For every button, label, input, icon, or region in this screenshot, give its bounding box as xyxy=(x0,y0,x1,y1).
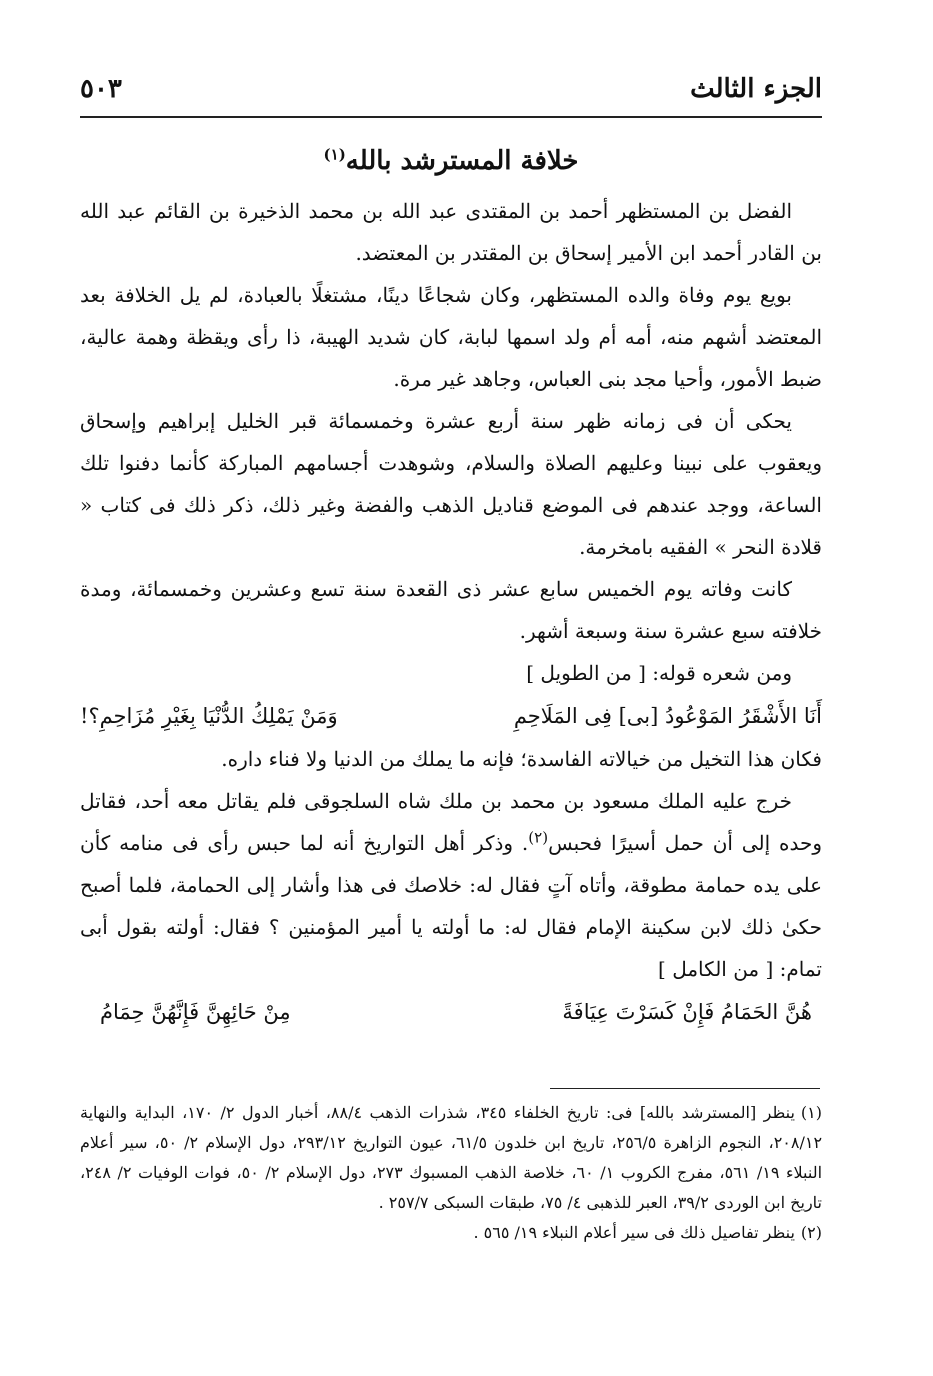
paragraph-tomb-discovery: يحكى أن فى زمانه ظهر سنة أربع عشرة وخمسمائة قبر الخليل إبراهيم وإسحاق ويعقوب على نبينا وعليهم الصلاة والسلام، وشوهدت أجسامهم المباركة كأنما دفنوا تلك الساعة، ووجد عندهم فى الموضع قناديل الذهب والفضة وغير ذلك، ذكر ذلك فى كتاب « قلادة النحر » الفقيه بامخرمة. xyxy=(80,409,822,559)
verse-2-second-hemistich: مِنْ حَائِهِنَّ فَإِنَّهُنَّ حِمَامُ xyxy=(100,1000,291,1024)
paragraph-accession: بويع يوم وفاة والده المستظهر، وكان شجاعًا دينًا، مشتغلًا بالعبادة، لم يل الخلافة بعد المعتضد أشهم منه، أمه أم ولد اسمها لبابة، كان شديد الهيبة، ذا رأى ويقظة وهمة عالية، ضبط الأمور، وأحيا مجد بنى العباس، وجاهد غير مرة. xyxy=(80,283,822,391)
captivity-text-start: خرج عليه الملك مسعود بن محمد بن ملك شاه السلجوقى فلم يقاتل معه أحد، فقاتل وحده إلى أن حمل أسيرًا فحبس xyxy=(80,789,822,855)
paragraph-death: كانت وفاته يوم الخميس سابع عشر ذى القعدة سنة تسع وعشرين وخمسمائة، ومدة خلافته سبع عشرة سنة وسبعة أشهر. xyxy=(80,577,822,643)
paragraph-captivity xyxy=(80,780,822,990)
footnote-1-text: ينظر [المسترشد بالله] فى: تاريخ الخلفاء ٣٤٥، شذرات الذهب ٨٨/٤، أخبار الدول ٢/ ١٧٠، البداية والنهاية ٢٠٨/١٢، النجوم الزاهرة ٢٥٦/٥، تاريخ ابن خلدون ٦١/٥، عيون التواريخ ٢٩٣/١٢، دول الإسلام ٢/ ٥٠، سير أعلام النبلاء ١٩/ ٥٦١، مفرج الكروب ١/ ٦٠، خلاصة الذهب المسبوك ٢٧٣، دول الإسلام ٢/ ٥٠، فوات الوفيات ٢/ ٢٤٨، تاريخ ابن الوردى ٣٩/٢، العبر للذهبى ٤/ ٧٥، طبقات السبكى ٢٥٧/٧ . xyxy=(80,1103,823,1212)
footnote-2 xyxy=(80,1218,822,1248)
footnote-ref-2[interactable]: (٢) xyxy=(528,828,549,847)
verse-1-second-hemistich: وَمَنْ يَمْلِكُ الدُّنْيَا بِغَيْرِ مُزَاحِمِ؟! xyxy=(80,704,338,728)
footnote-divider xyxy=(550,1088,820,1089)
paragraph-poetry-intro: ومن شعره قوله: [ من الطويل ] xyxy=(526,661,792,685)
footnotes xyxy=(80,1098,822,1248)
paragraph-lineage: الفضل بن المستظهر أحمد بن المقتدى عبد الله بن محمد الذخيرة بن القائم عبد الله بن القادر أحمد ابن الأمير إسحاق بن المقتدر بن المعتضد. xyxy=(80,199,822,265)
footnote-2-marker: (٢) xyxy=(800,1223,822,1242)
verse-1-first-hemistich: أَنَا الأَشْقَرُ المَوْعُودُ [بى] فِى المَلَاحِمِ xyxy=(513,704,822,728)
footnote-1-marker: (١) xyxy=(800,1103,823,1122)
verse-2 xyxy=(80,990,822,1034)
captivity-text-end: . وذكر أهل التواريخ أنه لما حبس رأى فى منامه كأن على يده حمامة مطوقة، وأتاه آتٍ فقال له: خلاصك فى هذا وأشار إلى الحمامة، فلما أصبح حكىٰ ذلك لابن سكينة الإمام فقال له: ما أولته يا أمير المؤمنين ؟ فقال: أولته بقول أبى تمام: [ من الكامل ] xyxy=(80,831,822,981)
footnote-1 xyxy=(80,1098,822,1218)
page-header xyxy=(80,68,822,118)
section-title-text: خلافة المسترشد بالله xyxy=(345,146,579,176)
verse-1 xyxy=(80,694,822,738)
running-title: الجزء الثالث xyxy=(690,74,822,104)
paragraph-comment: فكان هذا التخيل من خيالاته الفاسدة؛ فإنه ما يملك من الدنيا ولا فناء داره. xyxy=(221,747,822,771)
footnote-2-text: ينظر تفاصيل ذلك فى سير أعلام النبلاء ١٩/ ٥٦٥ . xyxy=(473,1223,795,1242)
verse-2-first-hemistich: هُنَّ الحَمَامُ فَإِنْ كَسَرْتَ عِيَافَةً xyxy=(562,1000,812,1024)
section-title xyxy=(80,140,822,182)
page-number: ٥٠٣ xyxy=(80,74,122,104)
main-text xyxy=(80,140,822,1034)
footnote-ref-1[interactable]: (١) xyxy=(323,145,346,164)
